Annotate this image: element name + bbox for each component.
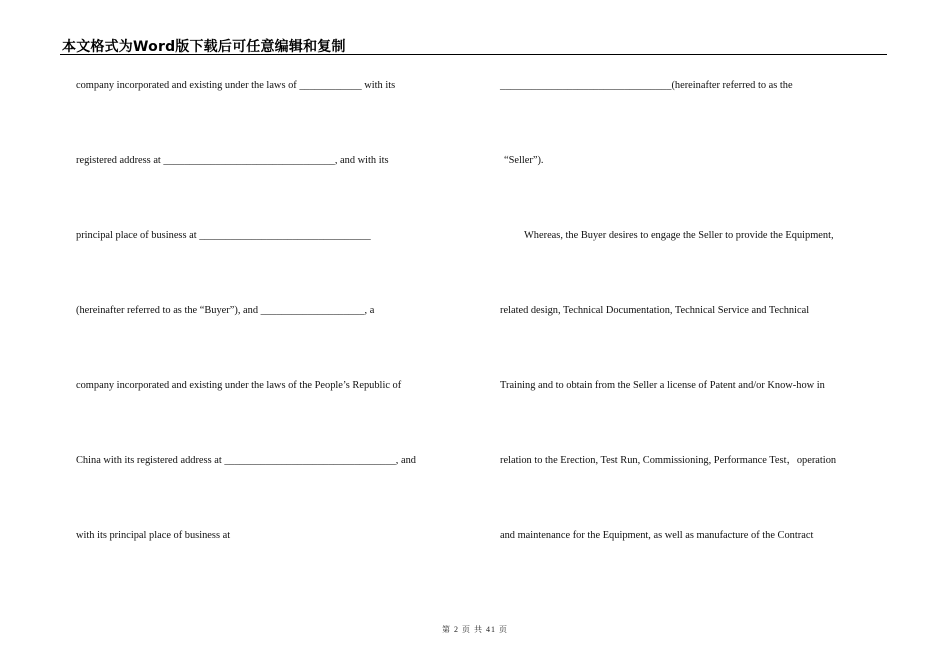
text-line: related design, Technical Documentation, Technical Service and Technical [500,305,810,316]
text-line: and maintenance for the Equipment, as well as manufacture of the Contract [500,530,814,541]
text-line: _________________________________(hereinafter referred to as the [500,80,793,91]
paragraph-start-line: Whereas, the Buyer desires to engage the Seller to provide the Equipment, [524,230,834,241]
text-line: China with its registered address at _________________________________, and [76,455,416,466]
text-line: company incorporated and existing under the laws of ____________ with its [76,80,396,91]
text-line: with its principal place of business at [76,530,231,541]
text-line: registered address at _________________________________, and with its [76,155,389,166]
text-line: (hereinafter referred to as the “Buyer”), and ____________________, a [76,305,375,316]
text-line: company incorporated and existing under the laws of the People’s Republic of [76,380,402,391]
text-line: principal place of business at _________________________________ [76,230,371,241]
text-line: relation to the Erection, Test Run, Commissioning, Performance Test，operation [500,455,837,466]
document-header-title: 本文格式为Word版下载后可任意编辑和复制 [62,39,346,55]
text-line: “Seller”). [504,155,544,166]
text-line: Training and to obtain from the Seller a license of Patent and/or Know-how in [500,380,825,391]
page-number: 第 2 页 共 41 页 [442,625,508,634]
header-divider [60,54,887,55]
